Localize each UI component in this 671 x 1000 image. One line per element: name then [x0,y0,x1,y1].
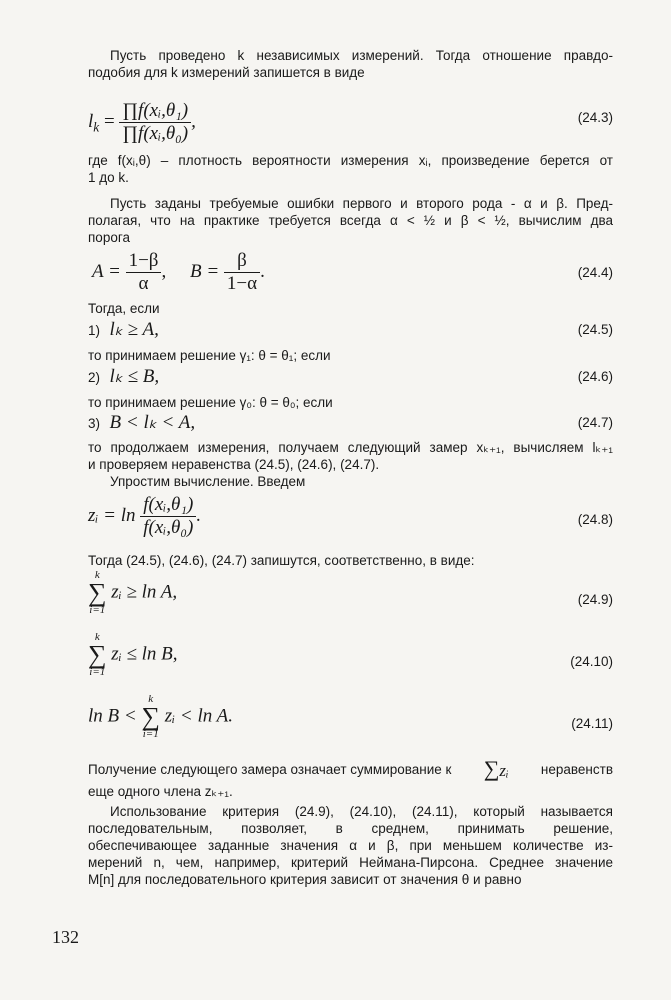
sum-lower: i=1 [89,666,106,678]
eq-sub: k [93,119,100,135]
equation-24-6 [88,365,613,391]
paragraph-line: еще одного члена zₖ₊₁. [88,784,233,799]
paragraph-line: то продолжаем измерения, получаем следующий замер xₖ₊₁, вычисляем lₖ₊₁ [88,440,613,455]
case-label: 2) [88,370,101,385]
equation-24-9 [88,570,613,628]
paragraph-line: мерений n, чем, например, критерий Неймана-Пирсона. Среднее значение [88,855,613,870]
equation-number: (24.11) [571,716,613,731]
eq-expression: lₖ ≥ A, [109,319,159,340]
equation-number: (24.10) [570,654,613,669]
sum-upper: k [148,693,154,705]
text-segment: Получение следующего замера означает суммирование к [88,762,452,777]
text-segment: неравенств [540,762,613,777]
eq-pre: ln B < [88,705,137,727]
paragraph-line: то принимаем решение γ₀: θ = θ₀; если [88,395,333,410]
equation-24-4: A = $\frac{1-\beta}{\alpha}$ , B = $\frac{\beta}{1-\alpha}$ . (24.4) [92,250,613,294]
paragraph-line: Использование критерия (24.9), (24.10), (24.11), который называется [110,804,613,819]
equation-24-8: zᵢ = ln $\frac{\text{f(xᵢ,θ₁)}}{\text{f(xᵢ,θ₀)}}$ . (24.8) [88,494,613,538]
equation-number: (24.9) [577,592,613,607]
eq-denominator: α [126,272,162,295]
paragraph-line: Получение следующего замера означает суммирование к ∑zᵢ неравенств [88,756,613,781]
paragraph-line: полагая, что на практике требуется всегда α < ½ и β < ½, вычислим два [88,213,613,228]
case-label: 1) [88,323,101,338]
eq-expression: zᵢ ≤ ln B, [111,643,178,665]
paragraph-line: то принимаем решение γ₁: θ = θ₁; если [88,348,331,363]
sum-upper: k [94,631,100,643]
paragraph-line: и проверяем неравенства (24.5), (24.6), (24.7). [88,457,380,472]
equation-number: (24.6) [577,369,613,384]
equation-number: (24.7) [577,415,613,430]
eq-expression: zᵢ < ln A. [164,705,234,727]
equation-24-3: $l_k$ = $\frac{\text{∏f(xᵢ,θ₁)}}{\text{∏f(xᵢ,θ₀)}}$ , (24.3) [88,100,613,144]
equation-number: (24.4) [577,265,613,280]
summation: k ∑ i=1 [88,631,107,678]
paragraph-line: обеспечивающее заданные значения α и β, при меньшем количестве из- [88,838,613,853]
eq-lhs: l [88,110,94,132]
page-number: 132 [52,927,79,947]
eq-numerator: β [237,250,247,271]
paragraph-line: Пусть проведено k независимых измерений. Тогда отношение правдо- [110,48,613,63]
paragraph-line: последовательным, позволяет, в среднем, принимать решение, [88,821,613,836]
sum-lower: i=1 [89,604,106,616]
paragraph-line: Тогда, если [88,301,160,316]
summation: k ∑ i=1 [141,693,161,740]
eq-denominator: ∏f(xᵢ,θ₀) [119,122,191,145]
paragraph-line: подобия для k измерений запишется в виде [88,65,365,80]
eq-a-lhs: A = [92,260,121,282]
case-label: 3) [88,416,101,431]
eq-expression: B < lₖ < A, [109,412,196,433]
eq-b-lhs: B = [189,260,220,282]
paragraph-line: порога [88,230,130,245]
eq-expression: zᵢ ≥ ln A, [111,581,178,603]
eq-lhs: zᵢ = ln [88,504,136,526]
eq-numerator: ∏f(xᵢ,θ₁) [122,100,189,121]
paragraph-line: 1 до k. [88,170,129,185]
equation-number: (24.5) [577,322,613,337]
equation-24-7 [88,411,613,437]
eq-expression: lₖ ≤ B, [109,366,160,387]
sum-upper: k [94,569,100,581]
eq-denominator: 1−α [224,272,260,295]
eq-denominator: f(xᵢ,θ₀) [140,516,196,539]
equation-24-5 [88,318,613,344]
paragraph-line: где f(xᵢ,θ) – плотность вероятности измерения xᵢ, произведение берется от [88,153,613,168]
paragraph-line: Упростим вычисление. Введем [110,474,306,489]
equation-24-11 [88,694,613,752]
paragraph-line: Пусть заданы требуемые ошибки первого и второго рода - α и β. Пред- [110,196,613,211]
sum-lower: i=1 [142,728,159,740]
eq-numerator: 1−β [128,250,159,271]
equation-24-10 [88,632,613,690]
inline-sum-term: zᵢ [499,761,509,780]
paragraph-line: M[n] для последовательного критерия зависит от значения θ и равно [88,872,522,887]
paragraph-line: Тогда (24.5), (24.6), (24.7) запишутся, соответственно, в виде: [88,553,475,568]
eq-numerator: f(xᵢ,θ₁) [143,494,194,515]
summation: k ∑ i=1 [88,569,107,616]
equation-number: (24.8) [577,512,613,527]
equation-number: (24.3) [577,110,613,125]
